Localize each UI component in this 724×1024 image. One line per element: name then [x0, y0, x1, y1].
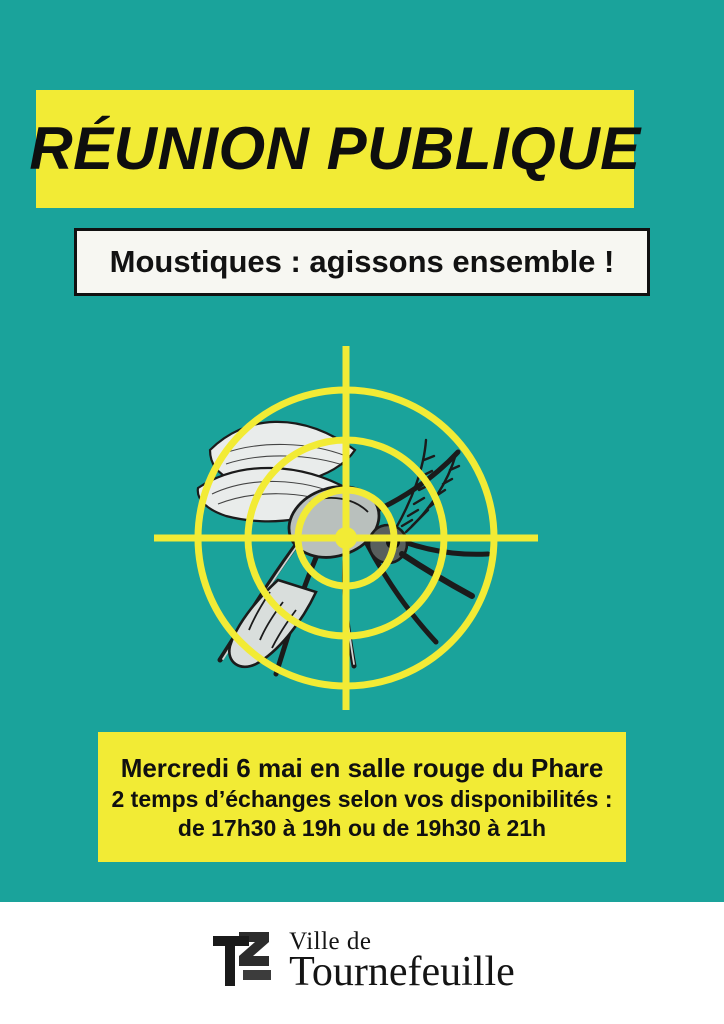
- title-banner: [29, 90, 641, 208]
- mosquito-in-crosshair-illustration: [150, 330, 580, 710]
- city-logo-line-2: Tournefeuille: [289, 949, 515, 996]
- event-details-banner: [98, 732, 626, 862]
- tournefeuille-t-monogram-icon: [209, 930, 275, 992]
- page-subtitle: Moustiques : agissons ensemble !: [109, 244, 615, 279]
- event-times: de 17h30 à 19h ou de 19h30 à 21h: [177, 814, 547, 841]
- crosshair-overlay: [154, 346, 538, 710]
- event-sessions-note: 2 temps d’échanges selon vos disponibilités :: [111, 785, 613, 812]
- footer-bar: [0, 902, 724, 1024]
- event-date-location: Mercredi 6 mai en salle rouge du Phare: [120, 752, 604, 783]
- city-logo: [209, 928, 515, 996]
- city-logo-text: [289, 928, 515, 996]
- city-logo-line-1: Ville de: [289, 928, 372, 956]
- subtitle-banner: [74, 228, 650, 296]
- page-title: RÉUNION PUBLIQUE: [29, 115, 641, 182]
